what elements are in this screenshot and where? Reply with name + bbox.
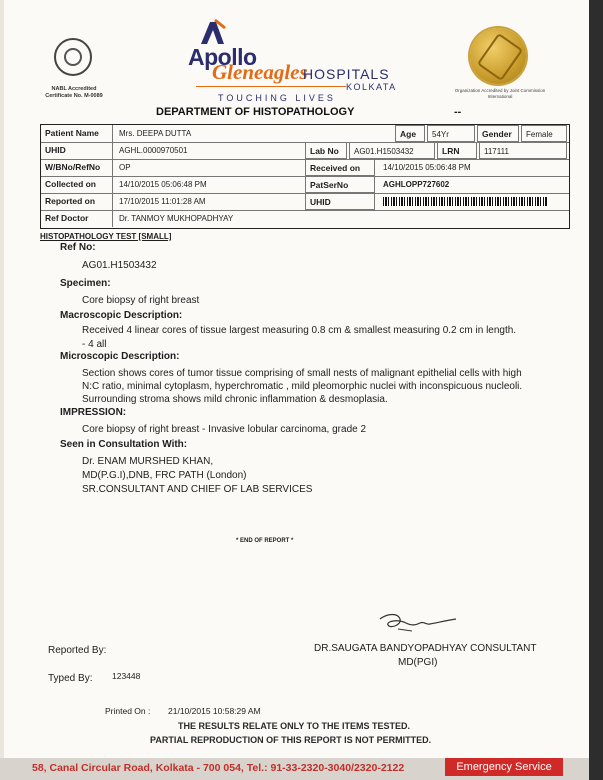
consultant-degree: MD(PGI) xyxy=(398,657,438,668)
brand-city: KOLKATA xyxy=(346,82,397,92)
page-right-edge xyxy=(589,0,603,780)
department-title: DEPARTMENT OF HISTOPATHOLOGY xyxy=(156,106,355,118)
info-row-reported xyxy=(41,193,569,211)
refdoc-label: Ref Doctor xyxy=(41,210,113,227)
consult-label: Seen in Consultation With: xyxy=(60,439,188,450)
lab-number: AG01.H1503432 xyxy=(349,142,435,159)
reported-label: Reported on xyxy=(41,193,113,210)
brand-gleneagles: Gleneagles xyxy=(212,60,308,84)
macro-label: Macroscopic Description: xyxy=(60,310,183,321)
micro-line3: Surrounding stroma shows mild chronic inflammation & desmoplasia. xyxy=(82,394,388,405)
printed-on-label: Printed On : xyxy=(105,706,151,716)
reported-on: 17/10/2015 11:01:28 AM xyxy=(119,197,206,206)
consultant-name: DR.SAUGATA BANDYOPADHYAY CONSULTANT xyxy=(314,643,537,654)
gender-label: Gender xyxy=(477,125,519,142)
specimen-label: Specimen: xyxy=(60,278,111,289)
lrn-value: 117111 xyxy=(479,142,567,159)
micro-line1: Section shows cores of tumor tissue comprising of small nests of malignant epithelial cells with high xyxy=(82,368,522,379)
uhid-label: UHID xyxy=(41,142,113,159)
info-row-collected xyxy=(41,176,569,194)
name-label: Patient Name xyxy=(41,125,113,142)
lrn-label: LRN xyxy=(437,142,477,159)
macro-line2: - 4 all xyxy=(82,339,107,350)
age-label: Age xyxy=(395,125,425,142)
macro-line1: Received 4 linear cores of tissue largest measuring 0.8 cm & smallest measuring 0.2 cm in length. xyxy=(82,325,517,336)
jci-caption: Organization Accredited by Joint Commission International xyxy=(454,88,546,99)
jci-seal-icon xyxy=(470,28,526,84)
received-label: Received on xyxy=(305,159,375,176)
brand-apollo: Apollo xyxy=(188,44,257,70)
disclaimer-results: THE RESULTS RELATE ONLY TO THE ITEMS TESTED. xyxy=(178,721,411,731)
ref-doctor: Dr. TANMOY MUKHOPADHYAY xyxy=(119,214,234,223)
patserno-label: PatSerNo xyxy=(305,176,375,193)
info-row-uhid xyxy=(41,142,569,160)
nabl-logo-icon xyxy=(54,38,92,76)
info-row-wbno xyxy=(41,159,569,177)
impression-value: Core biopsy of right breast - Invasive lobular carcinoma, grade 2 xyxy=(82,424,367,435)
refno-label: Ref No: xyxy=(60,242,96,253)
brand-divider xyxy=(196,86,346,87)
nabl-line2: Certificate No. M-0089 xyxy=(45,93,103,99)
micro-line2: N:C ratio, minimal cytoplasm, hyperchromatic , mild pleomorphic nuclei with inconspicuous nucleoli. xyxy=(82,381,523,392)
page-left-edge xyxy=(0,0,4,780)
collected-on: 14/10/2015 05:06:48 PM xyxy=(119,180,207,189)
end-of-report: * END OF REPORT * xyxy=(236,538,294,544)
info-row-name xyxy=(41,125,569,143)
impression-label: IMPRESSION: xyxy=(60,407,127,418)
reported-by-label: Reported By: xyxy=(48,645,107,656)
patient-info-table xyxy=(40,124,570,229)
patient-gender: Female xyxy=(521,125,567,142)
labno-label: Lab No xyxy=(305,142,347,159)
printed-on-value: 21/10/2015 10:58:29 AM xyxy=(168,706,261,716)
disclaimer-reproduction: PARTIAL REPRODUCTION OF THIS REPORT IS NOT PERMITTED. xyxy=(150,735,432,745)
nabl-line1: NABL Accredited xyxy=(51,86,97,92)
patient-uhid: AGHL.0000970501 xyxy=(119,146,188,155)
micro-label: Microscopic Description: xyxy=(60,351,180,362)
signature-icon xyxy=(378,611,458,637)
wbno-label: W/BNo/RefNo xyxy=(41,159,113,176)
info-row-refdoc xyxy=(41,210,569,227)
refno-value: AG01.H1503432 xyxy=(82,260,157,271)
consult-line2: MD(P.G.I),DNB, FRC PATH (London) xyxy=(82,470,247,481)
specimen-value: Core biopsy of right breast xyxy=(82,295,200,306)
section-title: HISTOPATHOLOGY TEST [SMALL] xyxy=(40,232,172,241)
footer-address: 58, Canal Circular Road, Kolkata - 700 054, Tel.: 91-33-2320-3040/2320-2122 xyxy=(32,762,405,774)
nabl-caption xyxy=(32,86,116,100)
patient-age: 54Yr xyxy=(427,125,475,142)
patserno-value: AGHLOPP727602 xyxy=(383,180,450,189)
consult-line1: Dr. ENAM MURSHED KHAN, xyxy=(82,456,214,467)
emergency-service-badge: Emergency Service xyxy=(445,758,563,776)
received-on: 14/10/2015 05:06:48 PM xyxy=(383,163,471,172)
patient-name: Mrs. DEEPA DUTTA xyxy=(119,129,192,138)
uhid2-label: UHID xyxy=(305,193,375,210)
header-dash: -- xyxy=(454,106,462,118)
barcode-icon xyxy=(383,197,547,206)
typed-by-value: 123448 xyxy=(112,671,141,681)
brand-hospitals: HOSPITALS xyxy=(303,66,390,82)
collected-label: Collected on xyxy=(41,176,113,193)
wbno-value: OP xyxy=(119,163,131,172)
typed-by-label: Typed By: xyxy=(48,673,93,684)
consult-line3: SR.CONSULTANT AND CHIEF OF LAB SERVICES xyxy=(82,484,313,495)
tagline: TOUCHING LIVES xyxy=(218,93,336,103)
